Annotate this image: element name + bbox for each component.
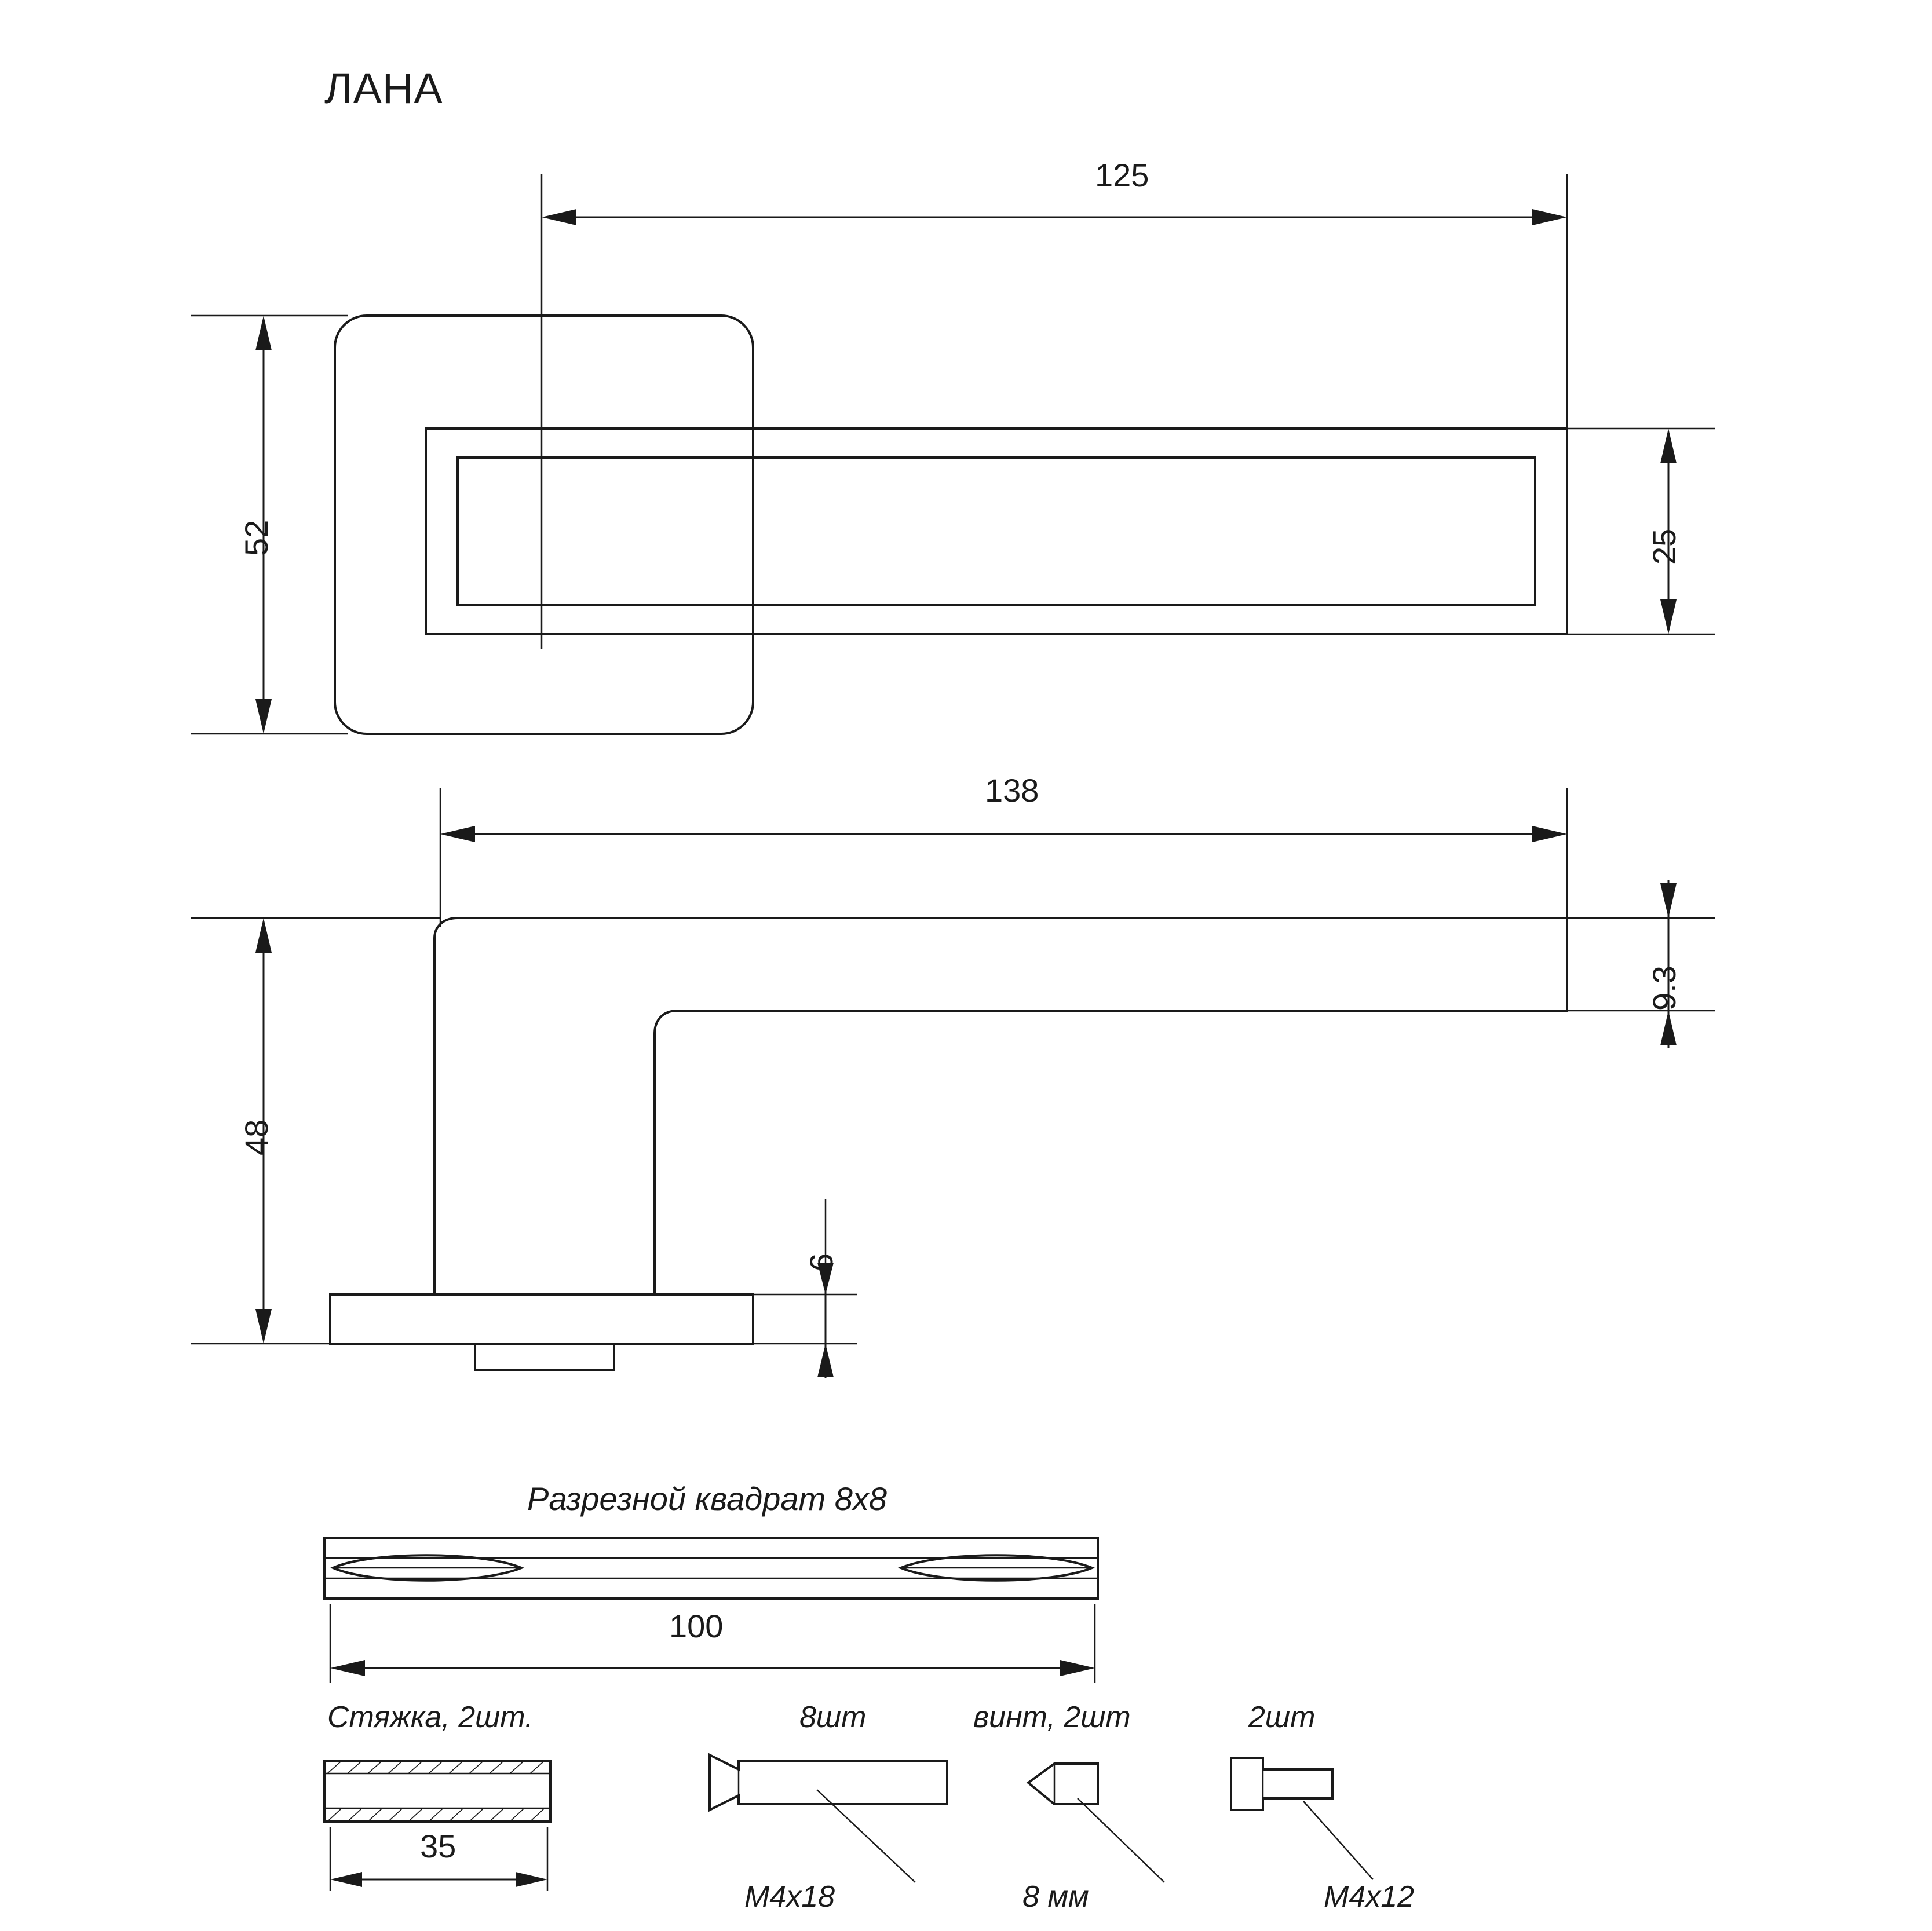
arrow-138-right <box>1532 826 1567 842</box>
dim-label-52: 52 <box>238 520 275 556</box>
dim-label-125: 125 <box>1095 157 1149 193</box>
hw-sleeve-hatching <box>327 1761 545 1822</box>
hw-grub-screw-title: винт, 2шт <box>973 1700 1131 1734</box>
arrow-125-right <box>1532 209 1567 225</box>
arrow-48-top <box>255 918 272 953</box>
arrow-48-bottom <box>255 1309 272 1344</box>
arrow-6-bottom <box>817 1344 834 1377</box>
arrow-35-right <box>516 1872 547 1887</box>
top-view-lever-outer <box>426 429 1567 634</box>
arrow-125-left <box>542 209 576 225</box>
spindle-label: Разрезной квадрат 8x8 <box>527 1480 887 1517</box>
hw-short-screw-spec: M4x12 <box>1324 1880 1415 1914</box>
side-view-spindle-stub <box>475 1344 614 1370</box>
arrow-25-top <box>1660 429 1677 463</box>
arrow-100-left <box>330 1660 365 1676</box>
hw-short-screw <box>1231 1758 1332 1810</box>
hw-sleeve-spec: 35 <box>420 1828 456 1864</box>
arrow-52-top <box>255 316 272 350</box>
dim-label-100: 100 <box>669 1608 724 1644</box>
dim-label-48: 48 <box>238 1119 275 1155</box>
dim-label-6: 6 <box>803 1253 839 1271</box>
hw-grub-screw-leader <box>1078 1798 1164 1882</box>
hw-grub-screw-spec: 8 мм <box>1022 1880 1089 1914</box>
dim-label-9-3: 9.3 <box>1646 966 1682 1011</box>
hw-short-screw-leader <box>1303 1801 1373 1879</box>
top-view-rose <box>335 316 753 734</box>
arrow-93-top <box>1660 883 1677 918</box>
arrow-100-right <box>1060 1660 1095 1676</box>
top-view-lever-inner <box>458 458 1535 605</box>
arrow-93-bottom <box>1660 1011 1677 1045</box>
arrow-25-bottom <box>1660 599 1677 634</box>
side-view-rose <box>330 1294 753 1344</box>
arrow-35-left <box>330 1872 362 1887</box>
hw-long-screw-spec: M4x18 <box>744 1880 835 1914</box>
hw-short-screw-title: 2шт <box>1248 1700 1316 1734</box>
hw-long-screw-title: 8шт <box>799 1700 867 1734</box>
dim-label-138: 138 <box>985 772 1039 809</box>
hw-sleeve-title: Стяжка, 2шт. <box>327 1700 534 1734</box>
arrow-138-left <box>440 826 475 842</box>
page-title: ЛАНА <box>324 64 443 112</box>
dim-label-25: 25 <box>1646 528 1682 565</box>
hw-long-screw <box>710 1755 947 1810</box>
arrow-52-bottom <box>255 699 272 734</box>
side-view-lever <box>434 918 1567 1294</box>
hw-sleeve-body <box>324 1761 550 1822</box>
hw-grub-screw <box>1028 1764 1098 1804</box>
